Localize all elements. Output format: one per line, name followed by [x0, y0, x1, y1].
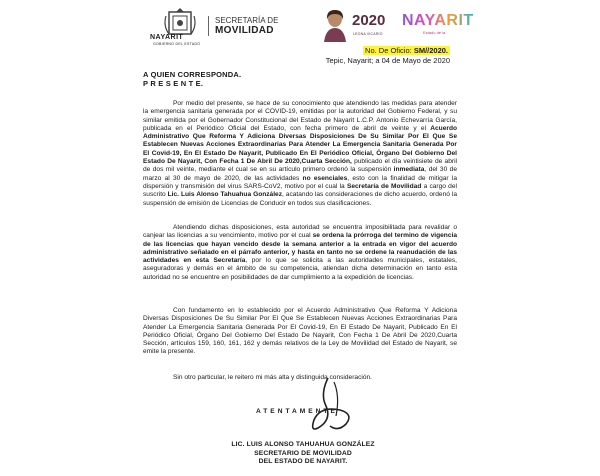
signer-name: LIC. LUIS ALONSO TAHUAHUA GONZÁLEZ: [231, 441, 375, 448]
signature-block: [200, 441, 406, 467]
letterhead: [0, 4, 600, 48]
addressee-line2: P R E S E N T E.: [143, 79, 204, 88]
text-run: Con fundamento en lo establecido por el Acuerdo Administrativo Que Reforma Y Adiciona Diversas Disposiciones De Su Similar Por El Que Se Establecen Nuevas Acciones Extraordinarias Para Atender La Emergencia Sanitaria Generada Por El Covid-19, En El Estado De Nayarit, Publicado En El Periódico Oficial, Órgano Del Gobierno Del Estado De Nayarit, Con Fecha 1 De Abril De 2020,Cuarta Sección, artículos 159, 160, 161, 162 y demás relativos de la Ley de Movilidad del Estado de Nayarit, se emite la presente.: [143, 307, 457, 356]
text-run: , del 30 de marzo al 30 de mayo de 2020, de las actividades: [143, 166, 458, 182]
brand-logo-sub: Estado de la: [423, 30, 446, 35]
signer-org: DEL ESTADO DE NAYARIT.: [258, 458, 348, 465]
office-number-label: No. De Oficio:: [365, 46, 412, 55]
text-run: a cargo del suscrito: [143, 182, 457, 199]
bold-text-run: Secretaría de Movilidad: [346, 182, 422, 190]
office-number: [363, 46, 450, 55]
secretariat-line2: MOVILIDAD: [215, 25, 274, 36]
year-logo-caption: LEONA VICARIO: [353, 32, 383, 36]
secretariat-logo: [208, 16, 278, 36]
signature-icon: [290, 376, 368, 436]
closing-salutation: ATENTAMENTE: [256, 408, 338, 415]
bold-text-run: Acuerdo Administrativo Que Reforma Y Adiciona Diversas Disposiciones De Su Similar Por El Que Se Establecen Nuevas Acciones Extraordinarias Para Atender La Emergencia Sanitaria Generada Por El Covid-19, En El Estado De Nayarit, Publicado En El Periódico Oficial, Órgano Del Gobierno Del Estado De Nayarit, Con Fecha 1 De Abril De 2020,Cuarta Sección,: [143, 124, 457, 166]
secretariat-line1: SECRETARÍA DE: [215, 16, 279, 25]
bold-text-run: se ordena la prórroga del termino de vigencia de las licencias que hayan vencido desde la semana anterior a la entrada en vigor del acuerdo administrativo señalado en el párrafo anterior, y hasta en tanto no se ordene la reanudación de las actividades en esta Secretaría: [143, 232, 457, 265]
paragraph-3: [143, 307, 457, 357]
year-logo: 2020: [352, 12, 386, 29]
text-run: publicado el día veintisiete de abril de dos mil veinte, mediante el cual se en su artículo primero ordenó la suspensión: [143, 158, 457, 174]
state-name: NAYARIT: [150, 34, 184, 41]
bold-text-run: inmediata: [393, 166, 425, 174]
paragraph-1: [143, 100, 457, 208]
signer-title: SECRETARIO DE MOVILIDAD: [254, 449, 352, 457]
bold-text-run: no esenciales: [302, 174, 348, 182]
addressee-line1: A QUIEN CORRESPONDA.: [143, 70, 242, 79]
paragraph-2: [143, 224, 457, 282]
addressee: [143, 70, 241, 88]
portrait-icon: [322, 8, 348, 42]
text-run: Por medio del presente, se hace de su conocimiento que atendiendo las medidas para atender la emergencia sanitaria generada por el COVID-19, emitidas por la autoridad del Gobierno Federal, y su similar emitida por el Gobernador Constitucional del Estado de Nayarit L.C.P. Antonio Echevarría García, publicada en el Periódico Oficial del Estado, con fecha primero de abril de veinte y el: [143, 100, 457, 132]
text-run: , por lo que se solicita a las autoridades municipales, estatales, aseguradoras y demás en el ámbito de su competencia, atiendan dicha determinación en tanto esta autoridad no se encuentre en posibilidades de dar cumplimiento a la expedición de licencias.: [143, 257, 457, 281]
text-run: , esto con la finalidad de mitigar la dispersión y transmisión del virus SARS-CoV2, motivo por el cual la: [143, 174, 457, 190]
text-run: Sin otro particular, le reitero mi más alta y distinguida consideración.: [173, 374, 373, 381]
text-run: , acatando las consideraciones de dicho acuerdo, ordenó la suspensión de emisión de Licencias de Conducir en todos sus clasificaciones.: [143, 191, 457, 207]
date-line: Tepic, Nayarit; a 04 de Mayo de 2020: [325, 56, 450, 65]
bold-text-run: Lic. Luis Alonso Tahuahua González: [167, 191, 283, 199]
office-number-value: SM//2020.: [413, 46, 448, 55]
brand-logo: NAYARIT: [402, 12, 474, 29]
state-subtitle: GOBIERNO DEL ESTADO: [153, 42, 201, 46]
text-run: Atendiendo dichas disposiciones, esta autoridad se encuentra imposibilitada para revalidar o canjear las licencias a su vencimiento, motivo por el cual: [143, 224, 457, 240]
